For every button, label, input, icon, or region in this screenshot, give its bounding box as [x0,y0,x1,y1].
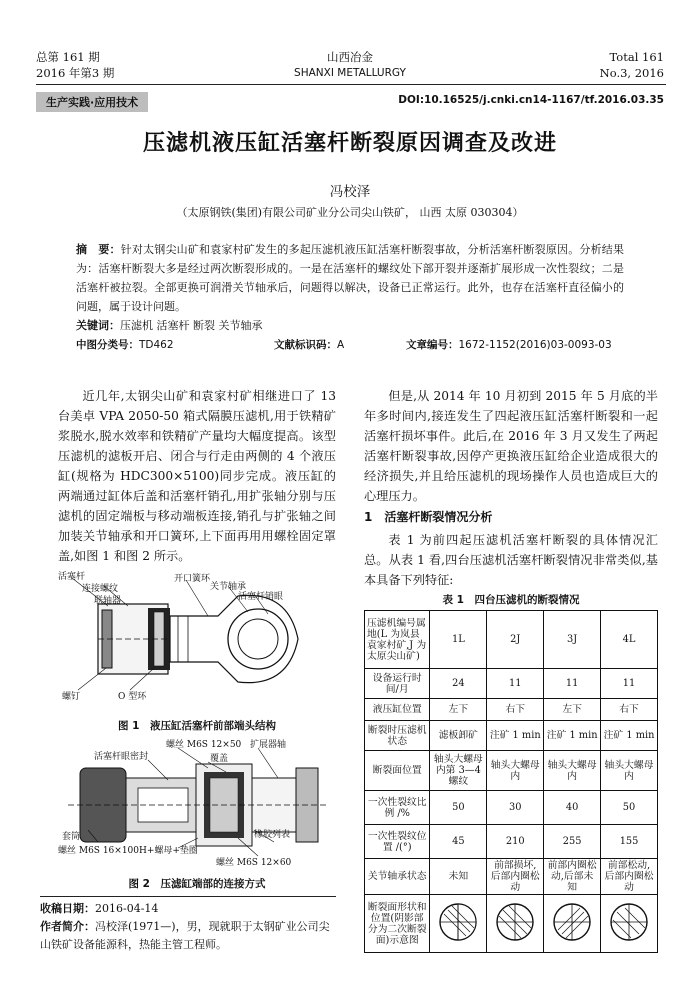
header-issue-total: 总第 161 期 [36,50,100,64]
fig1-label-open-ring: 开口簧环 [174,574,211,584]
fig1-label-lock-nut: 连接螺纹 [82,584,119,594]
table-row [365,699,658,721]
cell: 注矿 1 min [544,721,601,751]
cell: 45 [430,825,487,859]
cell: 前部松动,后部内圈松动 [601,859,658,895]
section-badge: 生产实践·应用技术 [36,92,148,112]
author-bio-value: 冯校泽(1971—)，男，现就职于太钢矿业公司尖山铁矿设备能源科，热能主管工程师。 [40,920,330,951]
cell: 右下 [601,699,658,721]
table-row [365,791,658,825]
affiliation: （太原钢铁(集团)有限公司矿业分公司尖山铁矿， 山西 太原 030304） [176,206,524,219]
table-1 [364,610,658,953]
header-issue-year: 2016 年第3 期 [36,66,115,80]
table-row [365,751,658,791]
cell: 轴头大螺母内 [601,751,658,791]
right-paragraph-2: 表 1 为前四起压滤机活塞杆断裂的具体情况汇总。从表 1 看,四台压滤机活塞杆断裂情况非常类似,基本具备下列特征: [364,533,658,587]
clc-label: 中图分类号： [76,339,139,351]
header-journal-cn: 山西冶金 [327,50,373,64]
table-row [365,859,658,895]
fig2-label-bolt1: 螺丝 M6S 12×50 [166,740,242,750]
cell: 前部内圈松动,后部未知 [544,859,601,895]
received-label: 收稿日期： [40,902,95,915]
table-col-4L: 4L [601,611,658,669]
fig2-label-expand-shaft: 扩展器轴 [250,740,287,750]
fracture-diagram-icon [436,900,480,944]
fig1-label-piston-rod: 活塞杆 [58,572,86,582]
abstract-label: 摘 要： [76,243,121,256]
fig1-label-screw: 螺钉 [62,692,81,702]
keywords-label: 关键词： [76,319,120,332]
cell: 轴头大螺母内第 3—4 螺纹 [430,751,487,791]
fig2-label-bolt3: 螺丝 M6S 12×60 [216,858,292,868]
footnotes [40,900,336,954]
cell: 左下 [430,699,487,721]
cell: 未知 [430,859,487,895]
row-label: 设备运行时间/月 [365,669,430,699]
cell: 右下 [487,699,544,721]
fig1-label-bearing: 关节轴承 [210,582,247,592]
cell: 轴头大螺母内 [487,751,544,791]
fig2-label-cover: 覆盖 [210,754,229,764]
article-no-label: 文章编号： [406,339,459,351]
fig1-label-pin-hole: 活塞杆销眼 [238,592,284,602]
cell: 左下 [544,699,601,721]
row-label: 关节轴承状态 [365,859,430,895]
fracture-diagram-icon [607,900,651,944]
row-label: 一次性裂纹比例 /% [365,791,430,825]
received-date [40,900,336,918]
keywords [76,316,624,335]
article-no-value: 1672-1152(2016)03-0093-03 [458,339,612,351]
table-row [365,669,658,699]
table-row [365,825,658,859]
keywords-text: 压滤机 活塞杆 断裂 关节轴承 [120,319,263,332]
fracture-diagram-cell [430,895,487,953]
cell: 50 [430,791,487,825]
fig2-label-bolt2: 螺丝 M6S 16×100H+螺母+垫圈 [58,846,198,856]
table-col-2J: 2J [487,611,544,669]
row-label: 断裂面形状和位置(阴影部分为二次断裂面)示意图 [365,895,430,953]
cell: 40 [544,791,601,825]
article-title: 压滤机液压缸活塞杆断裂原因调查及改进 [142,131,557,156]
cell: 255 [544,825,601,859]
table-header-label: 压滤机编号属地(L 为岚县袁家村矿,J 为太原尖山矿) [365,611,430,669]
fracture-diagram-cell [601,895,658,953]
row-label: 一次性裂纹位置 /(°) [365,825,430,859]
footnote-rule [40,896,336,897]
cell: 前部损坏,后部内圈松动 [487,859,544,895]
table-row [365,895,658,953]
author-bio [40,918,336,954]
doccode-value: A [337,339,345,351]
cell: 11 [601,669,658,699]
fracture-diagram-cell [487,895,544,953]
figure-1-caption: 图 1 液压缸活塞杆前部端头结构 [118,720,276,732]
cell: 50 [601,791,658,825]
fracture-diagram-icon [493,900,537,944]
cell: 11 [487,669,544,699]
cell: 210 [487,825,544,859]
fracture-diagram-icon [550,900,594,944]
received-value: 2016-04-14 [95,902,159,915]
doccode-label: 文献标识码： [274,339,337,351]
cell: 轴头大螺母内 [544,751,601,791]
fig2-label-sleeve: 套筒 [62,832,81,842]
author-bio-label: 作者简介： [40,920,95,933]
figure-1 [58,572,336,722]
header-rule [36,84,666,85]
cell: 11 [544,669,601,699]
cell: 滤板卸矿 [430,721,487,751]
clc-value: TD462 [139,339,174,351]
fig1-label-oring: O 型环 [118,692,147,702]
abstract [76,240,624,316]
fig2-label-pin-seal: 活塞杆眼密封 [94,752,149,762]
cell: 24 [430,669,487,699]
cell: 注矿 1 min [487,721,544,751]
abstract-text: 针对太钢尖山矿和袁家村矿发生的多起压滤机液压缸活塞杆断裂事故，分析活塞杆断裂原因。分析结果为：活塞杆断裂大多是经过两次断裂形成的。一是在活塞杆的螺纹处下部开裂并逐渐扩展形成一次性裂纹；二是活塞杆被拉裂。全部更换可润滑关节轴承后，问题得以解决，设备已正常运行。此外，也存在活塞杆直径偏小的问题，属于设计问题。 [76,243,624,313]
figure-2-caption: 图 2 压滤缸端部的连接方式 [128,878,266,890]
cell: 155 [601,825,658,859]
header-journal-en: SHANXI METALLURGY [294,67,406,79]
row-label: 断裂时压滤机状态 [365,721,430,751]
figure-2 [58,738,336,868]
right-paragraph-1: 但是,从 2014 年 10 月初到 2015 年 5 月底的半年多时间内,接连发生了四起液压缸活塞杆断裂和一起活塞杆损坏事件。此后,在 2016 年 3 月又发生了两起活塞杆断裂事故,因停产更换液压缸给企业造成很大的经济损失,并且给压滤机的现场操作人员也造成巨大的心理压力。 [364,389,658,503]
doi: DOI:10.16525/j.cnki.cn14-1167/tf.2016.03.35 [398,94,664,106]
table-row [365,721,658,751]
table-col-1L: 1L [430,611,487,669]
intro-paragraph: 近几年,太钢尖山矿和袁家村矿相继进口了 13 台美卓 VPA 2050-50 箱式隔膜压滤机,用于铁精矿浆脱水,脱水效率和铁精矿产量均大幅度提高。该型压滤机的滤板开启、闭合与行走由两侧的 4 个液压缸(规格为 HDC300×5100)同步完成。液压缸的两端通过缸体后盖和活塞杆销孔,用扩张轴分别与压滤机的固定端板与移动端板连接,销孔与扩张轴之间加装关节轴承和开口簧环,上下面再用用螺栓固定罩盖,如图 1 和图 2 所示。 [58,389,336,563]
table-1-title: 表 1 四台压滤机的断裂情况 [442,594,580,606]
cell: 30 [487,791,544,825]
section-1-heading: 1 活塞杆断裂情况分析 [364,510,493,524]
table-col-3J: 3J [544,611,601,669]
author: 冯校泽 [329,184,371,200]
fracture-diagram-cell [544,895,601,953]
fig2-label-rubber: 橡胶列表 [254,830,291,840]
table-header-row [365,611,658,669]
row-label: 液压缸位置 [365,699,430,721]
row-label: 断裂面位置 [365,751,430,791]
cell: 注矿 1 min [601,721,658,751]
fig1-label-coupling: 联轴器 [94,596,122,606]
header-number: No.3, 2016 [599,66,664,80]
header-total: Total 161 [609,50,664,64]
